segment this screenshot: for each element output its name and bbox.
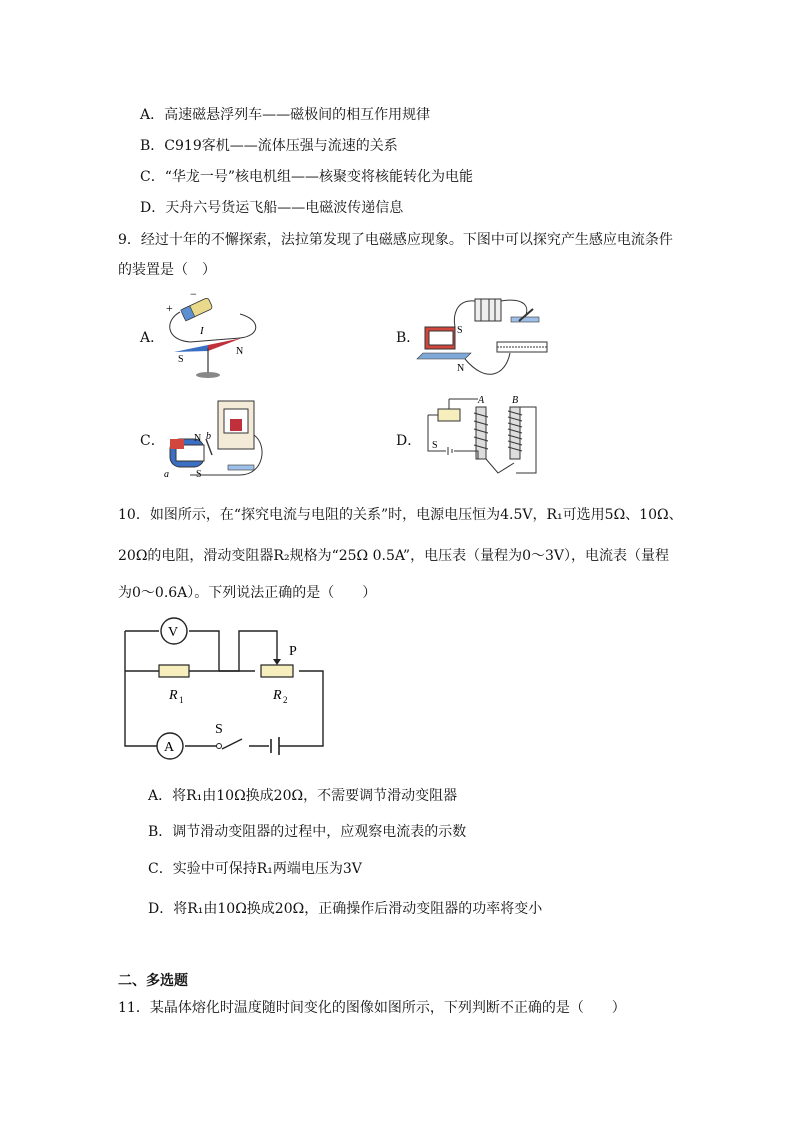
figb-s: S	[457, 325, 463, 336]
q10-stem-line1: 10．如图所示，在“探究电流与电阻的关系”时，电源电压恒为4.5V，R₁可选用5Ω、10Ω、	[118, 507, 683, 523]
q8-option-b: B．C919客机——流体压强与流速的关系	[140, 138, 398, 154]
figd-b: B	[512, 395, 519, 406]
q8-option-c: C．“华龙一号”核电机组——核聚变将核能转化为电能	[140, 169, 474, 185]
q9-figure-d	[418, 393, 548, 483]
q10-stem-line2: 20Ω的电阻，滑动变阻器R₂规格为“25Ω 0.5A”，电压表（量程为0～3V），电流表（量程	[118, 548, 670, 564]
q10-stem-line3: 为0～0.6A）。下列说法正确的是（ ）	[118, 585, 377, 601]
figd-a: A	[478, 395, 485, 406]
q8-option-a: A．高速磁悬浮列车——磁极间的相互作用规律	[140, 107, 431, 123]
figc-s: S	[196, 469, 202, 480]
q10-circuit	[115, 615, 335, 760]
r2-sub: 2	[283, 695, 288, 705]
q9-label-b: B．	[396, 330, 421, 346]
q9-figure-b	[415, 287, 555, 382]
figb-n: N	[457, 363, 465, 374]
figd-s: S	[432, 440, 438, 451]
q9-figure-c	[160, 395, 270, 485]
r2-label: R	[273, 688, 282, 703]
figc-n: N	[194, 433, 202, 444]
q8-option-d: D．天舟六号货运飞船——电磁波传递信息	[140, 200, 404, 216]
q9-label-d: D．	[396, 433, 422, 449]
q10-option-d: D．将R₁由10Ω换成20Ω，正确操作后滑动变阻器的功率将变小	[148, 901, 543, 917]
r1-sub: 1	[179, 695, 184, 705]
voltmeter-label: V	[168, 625, 179, 640]
figa-current: I	[200, 325, 204, 337]
section-title-multi-choice: 二、多选题	[118, 973, 188, 989]
q10-option-a: A．将R₁由10Ω换成20Ω，不需要调节滑动变阻器	[148, 788, 458, 804]
q9-label-a: A．	[140, 330, 165, 346]
figa-n: N	[236, 346, 244, 357]
q11-stem: 11．某晶体熔化时温度随时间变化的图像如图所示，下列判断不正确的是（ ）	[118, 1000, 626, 1016]
figa-plus: +	[166, 301, 173, 315]
q9-stem-line2: 的装置是（ ）	[118, 262, 216, 278]
switch-label: S	[215, 722, 223, 737]
slider-p-label: P	[289, 644, 297, 659]
q10-option-c: C．实验中可保持R₁两端电压为3V	[148, 861, 362, 877]
figc-a: a	[164, 469, 169, 480]
q9-stem-line1: 9．经过十年的不懈探索，法拉第发现了电磁感应现象。下图中可以探究产生感应电流条件	[118, 232, 673, 248]
q9-figure-a	[160, 290, 270, 382]
ammeter-label: A	[164, 740, 175, 755]
figc-b: b	[206, 431, 211, 442]
figa-minus: −	[190, 290, 197, 301]
q9-label-c: C．	[140, 433, 165, 449]
r1-label: R	[169, 688, 178, 703]
figa-s: S	[178, 354, 184, 365]
q10-option-b: B．调节滑动变阻器的过程中，应观察电流表的示数	[148, 824, 467, 840]
